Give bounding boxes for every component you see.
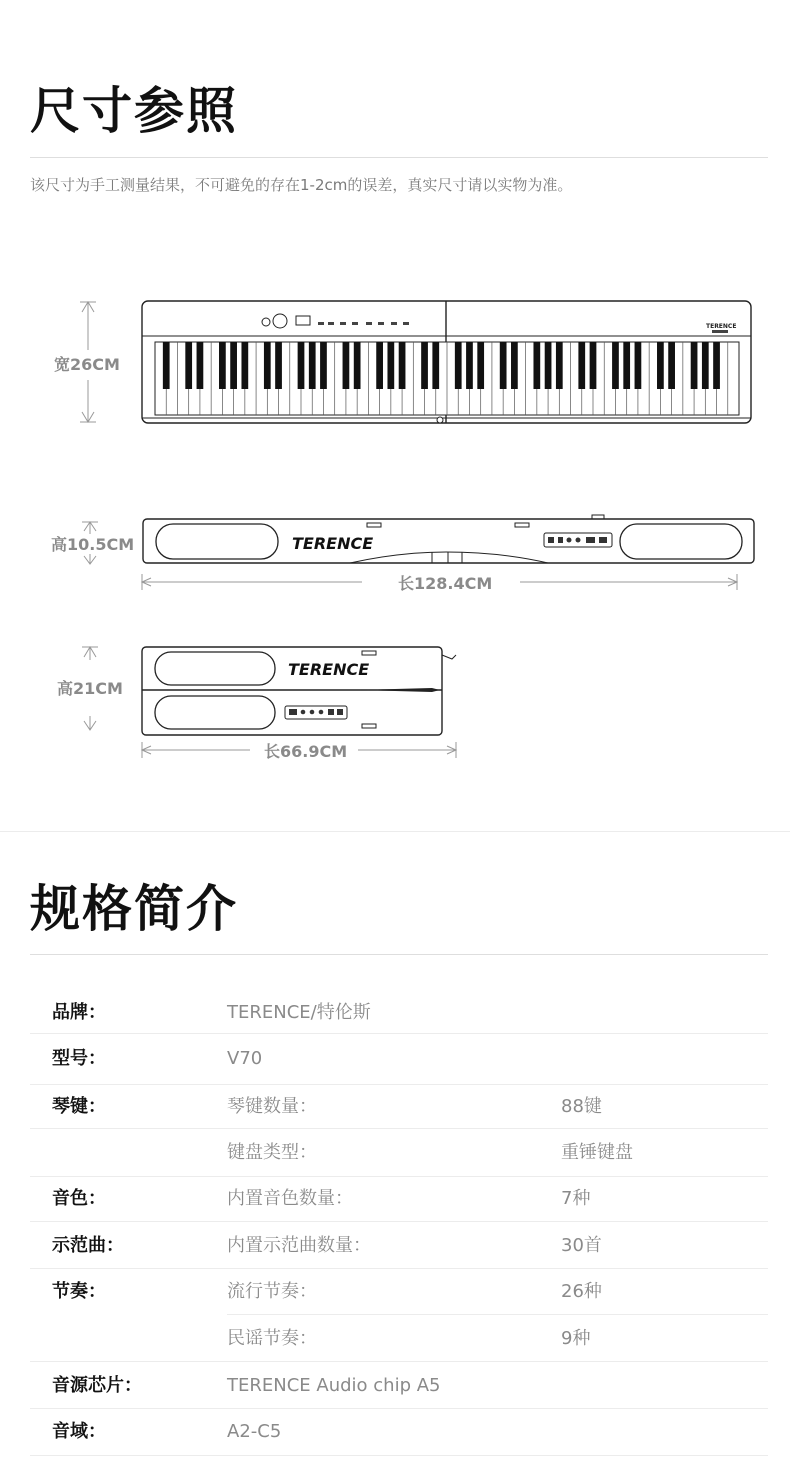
black-key	[399, 342, 406, 389]
spec-value-key-count: 88键	[561, 1096, 602, 1117]
spec-key-range: 音域：	[52, 1421, 106, 1442]
spec-label-folk-rhythm: 民谣节奏：	[227, 1328, 317, 1349]
black-key	[343, 342, 350, 389]
row-divider	[30, 1033, 768, 1034]
spec-key-keys: 琴键：	[52, 1096, 106, 1117]
black-key	[623, 342, 630, 389]
black-key	[432, 342, 439, 389]
row-divider	[30, 1176, 768, 1177]
black-key	[691, 342, 698, 389]
logo-small: TERENCE	[706, 323, 737, 330]
folded-speaker-top	[155, 652, 275, 685]
black-key	[578, 342, 585, 389]
spec-value-range: A2-C5	[227, 1421, 282, 1442]
black-key	[657, 342, 664, 389]
front-view-diagram	[0, 510, 790, 600]
black-key	[197, 342, 204, 389]
row-divider	[30, 1361, 768, 1362]
black-key	[219, 342, 226, 389]
black-key	[511, 342, 518, 389]
black-key	[713, 342, 720, 389]
black-key	[545, 342, 552, 389]
row-divider	[30, 1128, 768, 1129]
row-divider	[227, 1314, 768, 1315]
black-key	[590, 342, 597, 389]
length-label: 长128.4CM	[398, 574, 493, 593]
black-key	[241, 342, 248, 389]
black-key	[275, 342, 282, 389]
black-key	[264, 342, 271, 389]
row-divider	[30, 1221, 768, 1222]
black-key	[320, 342, 327, 389]
black-key	[230, 342, 237, 389]
spec-key-tone: 音色：	[52, 1188, 106, 1209]
divider	[30, 157, 768, 158]
black-key	[387, 342, 394, 389]
folded-length-label: 长66.9CM	[264, 742, 348, 761]
spec-value-brand: TERENCE/特伦斯	[227, 1002, 371, 1023]
divider	[30, 954, 768, 955]
folded-speaker-bottom	[155, 696, 275, 729]
black-key	[533, 342, 540, 389]
spec-label-key-type: 键盘类型：	[227, 1142, 317, 1163]
spec-value-folk-rhythm: 9种	[561, 1328, 591, 1349]
spec-value-chip: TERENCE Audio chip A5	[227, 1375, 441, 1396]
width-label: 宽26CM	[54, 355, 120, 374]
spec-key-rhythm: 节奏：	[52, 1281, 106, 1302]
spec-key-brand: 品牌：	[52, 1002, 106, 1023]
black-key	[455, 342, 462, 389]
black-key	[466, 342, 473, 389]
headphone-jack	[437, 417, 443, 423]
spec-label-pop-rhythm: 流行节奏：	[227, 1281, 317, 1302]
brand-logo-front: TERENCE	[292, 534, 374, 553]
black-key	[185, 342, 192, 389]
spec-value-model: V70	[227, 1048, 263, 1069]
black-key	[612, 342, 619, 389]
black-key	[376, 342, 383, 389]
section-separator	[0, 831, 790, 832]
measurement-note: 该尺寸为手工测量结果，不可避免的存在1-2cm的误差，真实尺寸请以实物为准。	[30, 176, 573, 194]
row-divider	[30, 1455, 768, 1456]
spec-key-model: 型号：	[52, 1048, 106, 1069]
black-key	[500, 342, 507, 389]
section-title-dimensions: 尺寸参照	[30, 82, 238, 140]
spec-value-key-type: 重锤键盘	[561, 1142, 633, 1163]
black-key	[668, 342, 675, 389]
spec-value-tone: 7种	[561, 1188, 591, 1209]
black-key	[477, 342, 484, 389]
spec-label-tone: 内置音色数量：	[227, 1188, 353, 1209]
folded-view-diagram	[0, 640, 790, 765]
row-divider	[30, 1408, 768, 1409]
black-key	[421, 342, 428, 389]
right-speaker	[620, 524, 742, 559]
spec-key-chip: 音源芯片：	[52, 1375, 142, 1396]
brand-logo-folded: TERENCE	[288, 660, 370, 679]
black-key	[163, 342, 170, 389]
black-key	[635, 342, 642, 389]
left-speaker	[156, 524, 278, 559]
black-key	[298, 342, 305, 389]
folded-height-label: 高21CM	[57, 679, 123, 698]
row-divider	[30, 1268, 768, 1269]
black-key	[556, 342, 563, 389]
spec-label-key-count: 琴键数量：	[227, 1096, 317, 1117]
row-divider	[30, 1084, 768, 1085]
spec-key-demo: 示范曲：	[52, 1235, 124, 1256]
section-title-specs: 规格简介	[30, 880, 238, 938]
height-label: 高10.5CM	[51, 535, 135, 554]
spec-value-pop-rhythm: 26种	[561, 1281, 602, 1302]
black-key	[309, 342, 316, 389]
black-key	[354, 342, 361, 389]
spec-label-demo: 内置示范曲数量：	[227, 1235, 371, 1256]
black-key	[702, 342, 709, 389]
spec-value-demo: 30首	[561, 1235, 602, 1256]
